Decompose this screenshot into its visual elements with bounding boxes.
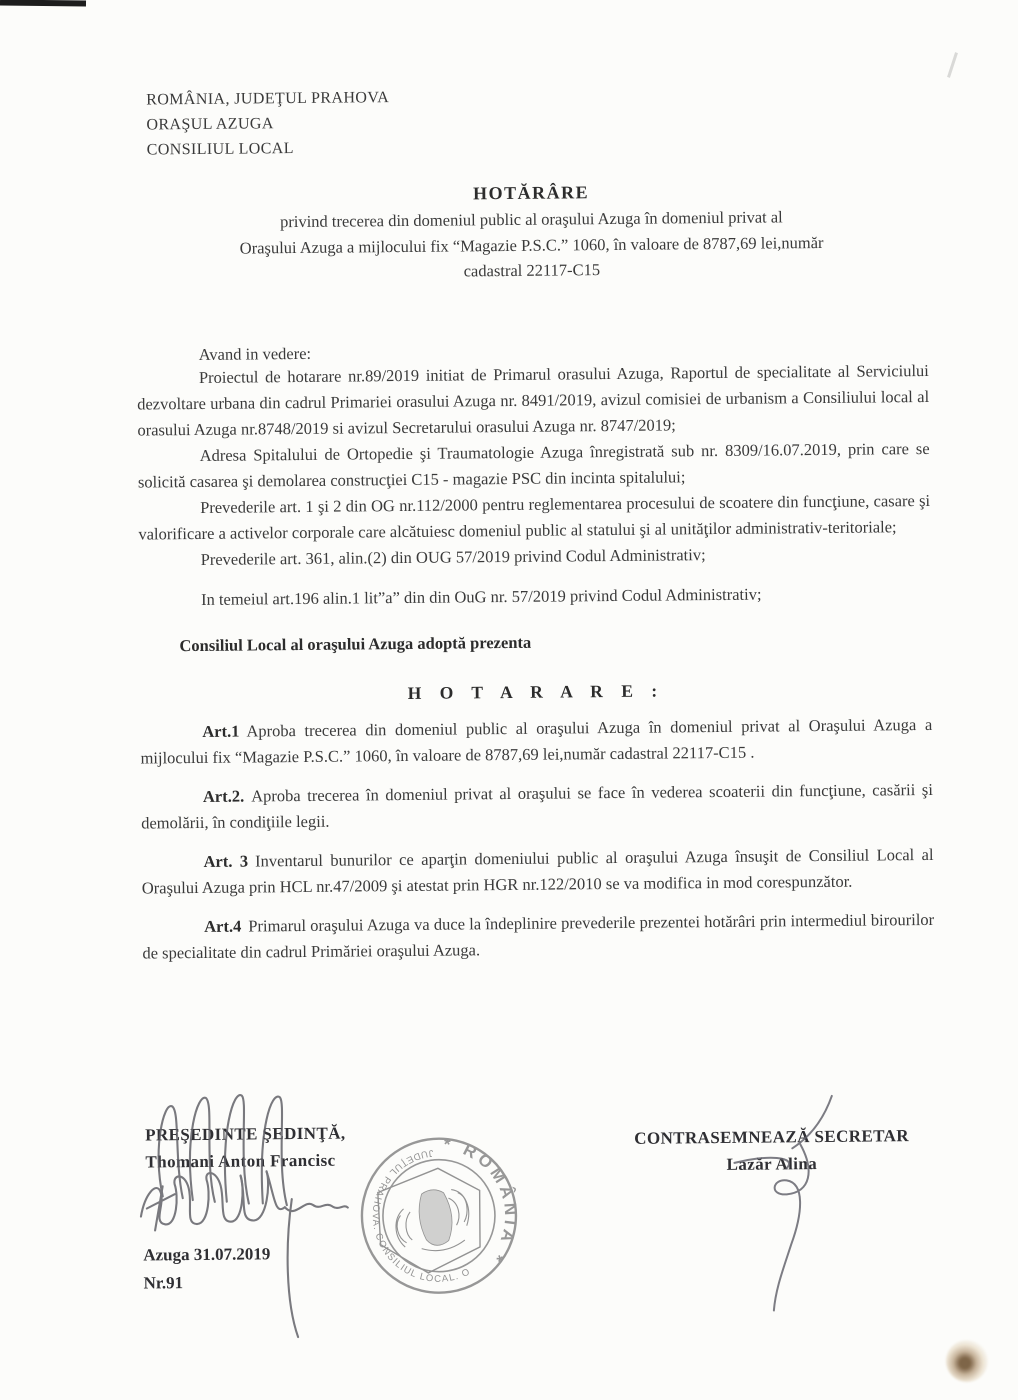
article-3-text: Inventarul bunurilor ce aparţin domeniului public al oraşului Azuga însuşit de Consiliul Local al Oraşului Azuga prin HCL nr.47/2009 şi atestat prin HGR nr.122/2010 se va modifica in mod corespunzător.: [141, 844, 934, 898]
recital-2: Adresa Spitalului de Ortopedie şi Traumatologie Azuga înregistrată sub nr. 8309/16.07.2019, prin care se solicită casarea şi demolarea construcţiei C15 - magazie PSC din incinta spitalului;: [137, 438, 930, 492]
recital-3: Prevederile art. 1 şi 2 din OG nr.112/2000 pentru reglementarea procesului de scoatere din funcţiune, casare şi valorificare a activelor corporale care alcătuiesc domeniul public al statului şi al unităţilor administrativ-teritoriale;: [138, 490, 931, 544]
stamp-country-text: * ROMÂNIA *: [442, 1134, 521, 1269]
scan-artifact-smudge: [946, 1340, 988, 1382]
article-2-text: Aproba trecerea în domeniul privat al oraşului se face în vederea scoaterii din funcţiune, casării şi demolării, în condiţiile legii.: [141, 779, 933, 833]
secretary-title: CONTRASEMNEAZĂ SECRETAR: [634, 1126, 910, 1148]
subtitle-line-2: Oraşului Azuga a mijlocului fix “Magazie P.S.C.” 1060, în valoare de 8787,69 lei,număr: [239, 232, 824, 258]
preamble-heading: Avand in vedere:: [198, 343, 312, 364]
letterhead: [146, 80, 927, 162]
president-title: PREŞEDINTE ŞEDINŢĂ,: [145, 1123, 346, 1145]
letterhead-city: ORAŞUL AZUGA: [146, 115, 274, 134]
secretary-name: Lazăr Alina: [726, 1154, 818, 1174]
recital-4: Prevederile art. 361, alin.(2) din OUG 57/2019 privind Codul Administrativ;: [200, 544, 706, 569]
adoption-clause: Consiliul Local al oraşului Azuga adoptă prezenta: [179, 632, 532, 655]
legal-basis: In temeiul art.196 alin.1 lit”a” din din OuG nr. 57/2019 privind Codul Administrativ;: [200, 584, 762, 609]
article-3-label: Art. 3: [203, 851, 249, 871]
article-1-label: Art.1: [202, 721, 240, 741]
article-1-text: Aproba trecerea din domeniul public al oraşului Azuga în domeniul privat al Oraşului Azuga a mijlocului fix “Magazie P.S.C.” 1060, în valoare de 8787,69 lei,număr cadastral 22117-C15 .: [140, 714, 933, 768]
decision-heading: H O T A R A R E :: [407, 680, 665, 703]
article-4-label: Art.4: [204, 916, 242, 936]
subtitle-line-3: cadastral 22117-C15: [463, 260, 601, 281]
article-4: [142, 906, 934, 966]
article-1: [140, 711, 932, 771]
letterhead-council: CONSILIUL LOCAL: [146, 140, 294, 159]
president-name: Thomani Anton Francisc: [145, 1150, 336, 1172]
document-title: HOTĂRÂRE: [473, 182, 590, 204]
footer-number: Nr.91: [143, 1273, 184, 1293]
stamp-ring-text: JUDEŢUL PRAHOVA. CONSILIUL LOCAL. ORAŞ AZUGA: [340, 1138, 473, 1285]
document-subtitle: [135, 203, 928, 287]
recital-1: Proiectul de hotarare nr.89/2019 initiat de Primarul orasului Azuga, Raportul de specialitate al Serviciului dezvoltare urbana din cadrul Primariei orasului Azuga nr. 8491/2019, avizul comisiei de urbanism a Consiliului local al orasului Azuga nr.8748/2019 si avizul Secretarului orasului Azuga nr. 8747/2019;: [137, 360, 930, 440]
council-round-stamp: [340, 1133, 522, 1299]
scan-artifact-top-strip: [0, 0, 86, 6]
article-4-text: Primarul oraşului Azuga va duce la îndeplinire prevederile prezentei hotărâri prin intermediul birourilor de specialitate din cadrul Primăriei oraşului Azuga.: [142, 909, 935, 963]
article-3: [141, 841, 933, 901]
footer-place-date: Azuga 31.07.2019: [143, 1244, 271, 1265]
document-body: [134, 80, 934, 966]
article-2: [141, 776, 933, 836]
article-2-label: Art.2.: [202, 786, 245, 806]
letterhead-country: ROMÂNIA, JUDEŢUL PRAHOVA: [146, 89, 390, 109]
subtitle-line-1: privind trecerea din domeniul public al oraşului Azuga în domeniul privat al: [279, 207, 783, 232]
secretary-handwritten-signature: [714, 1091, 886, 1333]
